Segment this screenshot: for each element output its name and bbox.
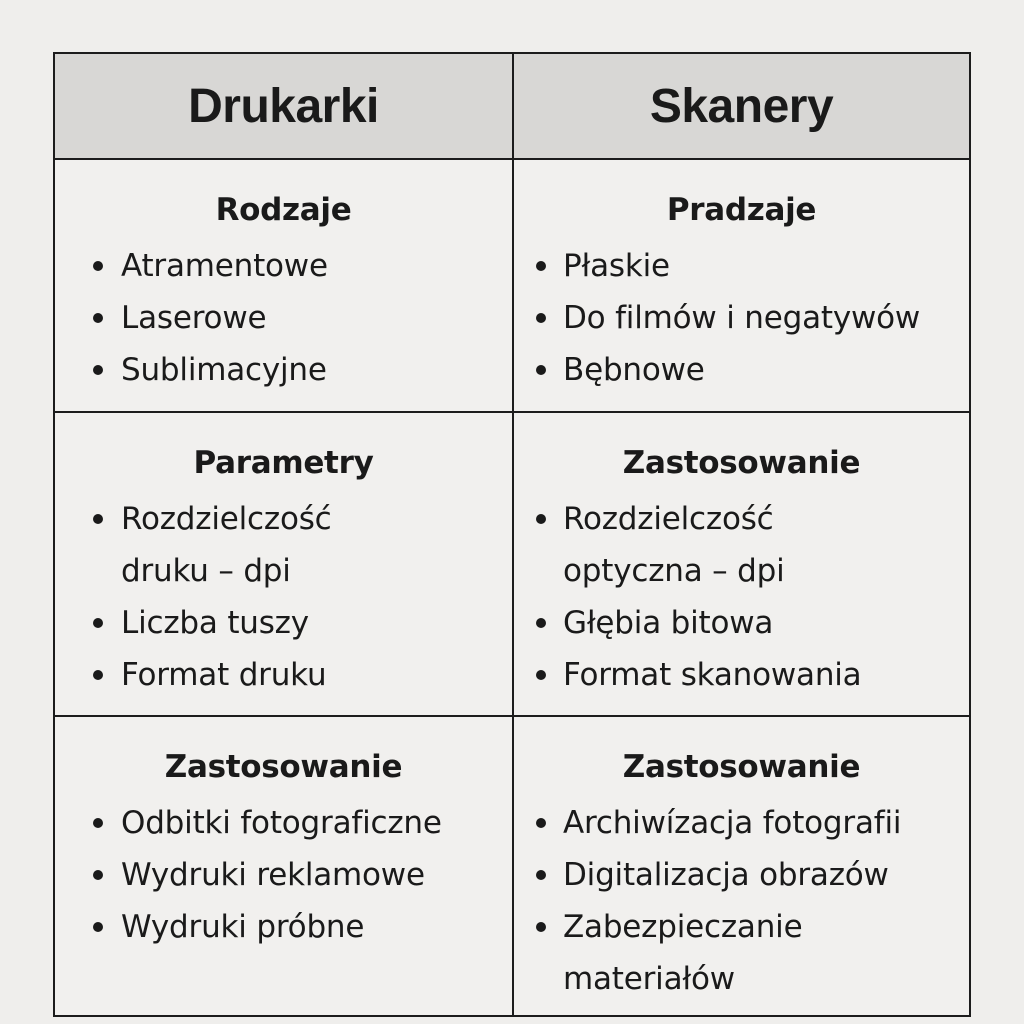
section-title: Zastosowanie <box>622 749 861 785</box>
bullet-icon <box>93 514 103 524</box>
bullet-icon <box>93 870 103 880</box>
list-item: Archiwízacja fotografii <box>514 797 969 849</box>
cell-printers-applications <box>55 717 514 1015</box>
list-item: Rozdzielczość druku – dpi <box>55 493 512 597</box>
list-item: Bębnowe <box>514 344 969 396</box>
list-item: Odbitki fotograficzne <box>55 797 512 849</box>
bullet-list <box>514 493 969 701</box>
list-item: Sublimacyjne <box>55 344 512 396</box>
bullet-list <box>514 240 969 396</box>
bullet-list <box>55 797 512 953</box>
bullet-icon <box>93 818 103 828</box>
list-item: Liczba tuszy <box>55 597 512 649</box>
bullet-list <box>55 240 512 396</box>
cell-printers-parameters <box>55 413 514 717</box>
section-title: Zastosowanie <box>622 445 861 481</box>
bullet-icon <box>93 261 103 271</box>
cell-scanners-parameters <box>514 413 969 717</box>
bullet-icon <box>93 365 103 375</box>
section-title: Pradzaje <box>666 192 817 228</box>
comparison-table <box>53 52 971 1017</box>
bullet-icon <box>536 313 546 323</box>
column-header-scanners <box>514 54 969 160</box>
bullet-icon <box>93 922 103 932</box>
bullet-icon <box>536 670 546 680</box>
bullet-icon <box>536 365 546 375</box>
list-item: Głębia bitowa <box>514 597 969 649</box>
list-item: Wydruki reklamowe <box>55 849 512 901</box>
cell-scanners-types <box>514 160 969 413</box>
bullet-icon <box>93 618 103 628</box>
list-item: Rozdzielczość optyczna – dpi <box>514 493 969 597</box>
section-title: Parametry <box>193 445 374 481</box>
column-header-printers <box>55 54 514 160</box>
list-item: Płaskie <box>514 240 969 292</box>
list-item: Digitalizacja obrazów <box>514 849 969 901</box>
cell-printers-types <box>55 160 514 413</box>
section-title: Zastosowanie <box>164 749 403 785</box>
list-item: Zabezpieczanie materiałów <box>514 901 969 1005</box>
list-item: Atramentowe <box>55 240 512 292</box>
list-item: Format skanowania <box>514 649 969 701</box>
bullet-list <box>514 797 969 1005</box>
cell-scanners-applications <box>514 717 969 1015</box>
bullet-icon <box>536 818 546 828</box>
column-header-label: Drukarki <box>188 79 379 133</box>
bullet-icon <box>536 261 546 271</box>
column-header-label: Skanery <box>649 79 834 133</box>
bullet-icon <box>536 870 546 880</box>
bullet-icon <box>93 670 103 680</box>
section-title: Rodzaje <box>215 192 352 228</box>
bullet-icon <box>536 514 546 524</box>
bullet-icon <box>536 618 546 628</box>
list-item: Laserowe <box>55 292 512 344</box>
list-item: Format druku <box>55 649 512 701</box>
bullet-icon <box>93 313 103 323</box>
list-item: Do filmów i negatywów <box>514 292 969 344</box>
list-item: Wydruki próbne <box>55 901 512 953</box>
bullet-list <box>55 493 512 701</box>
bullet-icon <box>536 922 546 932</box>
